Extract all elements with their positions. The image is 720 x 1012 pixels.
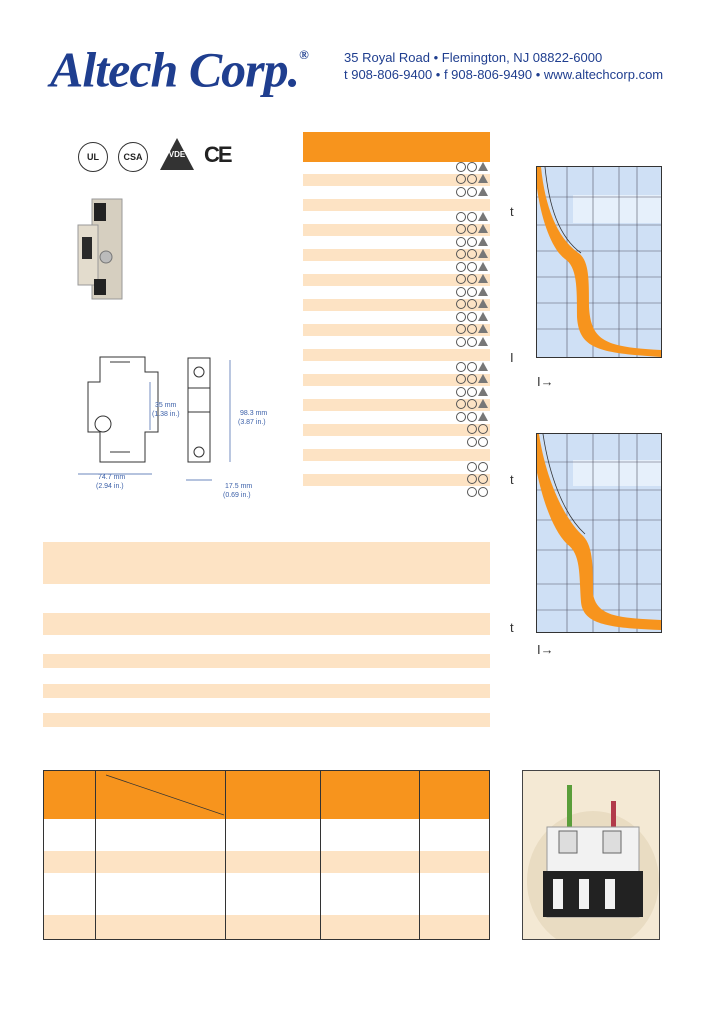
spec-band-5 xyxy=(43,713,490,727)
approval-mark-icon xyxy=(478,187,488,196)
approval-mark-icon xyxy=(467,224,477,234)
breaker-photo xyxy=(70,195,130,305)
approvals-row xyxy=(303,262,490,274)
approval-mark-icon xyxy=(467,337,477,347)
approval-mark-icon xyxy=(478,474,488,484)
approval-mark-icon xyxy=(456,337,466,347)
approval-mark-icon xyxy=(456,374,466,384)
approval-mark-icon xyxy=(478,174,488,183)
approval-mark-icon xyxy=(478,262,488,271)
approval-mark-icon xyxy=(478,387,488,396)
approval-mark-icon xyxy=(456,274,466,284)
approval-mark-icon xyxy=(467,462,477,472)
approval-mark-icon xyxy=(456,174,466,184)
approval-mark-icon xyxy=(467,437,477,447)
approval-mark-icon xyxy=(467,262,477,272)
dim-width: 74.7 mm xyxy=(98,474,126,481)
approvals-row xyxy=(303,274,490,286)
approval-mark-icon xyxy=(456,162,466,172)
dim-height-full-in: (3.87 in.) xyxy=(238,419,266,426)
approvals-row xyxy=(303,162,490,174)
approval-mark-icon xyxy=(478,324,488,333)
dim-depth-in: (0.69 in.) xyxy=(223,492,251,499)
approval-mark-icon xyxy=(467,399,477,409)
graph1-y-low-label: I xyxy=(510,350,514,365)
approvals-row xyxy=(303,349,490,361)
approvals-row xyxy=(303,424,490,436)
contact-line: t 908-806-9400 • f 908-806-9490 • www.altechcorp.com xyxy=(344,67,664,82)
dim-height-top: 35 mm xyxy=(155,402,177,409)
registered-mark: ® xyxy=(299,47,308,62)
graph2-x-label: I→ xyxy=(537,642,554,657)
approval-mark-icon xyxy=(467,387,477,397)
approval-mark-icon xyxy=(467,487,477,497)
approval-mark-icon xyxy=(478,399,488,408)
approval-mark-icon xyxy=(467,287,477,297)
company-logo xyxy=(50,40,308,98)
approvals-row xyxy=(303,312,490,324)
approval-mark-icon xyxy=(467,162,477,172)
approvals-row xyxy=(303,324,490,336)
approval-mark-icon xyxy=(456,287,466,297)
approval-mark-icon xyxy=(456,324,466,334)
table-row xyxy=(44,881,489,903)
approval-mark-icon xyxy=(478,299,488,308)
approval-mark-icon xyxy=(467,212,477,222)
dim-depth: 17.5 mm xyxy=(225,483,253,490)
approval-mark-icon xyxy=(456,262,466,272)
approval-mark-icon xyxy=(478,374,488,383)
approval-mark-icon xyxy=(478,162,488,171)
spec-band-1 xyxy=(43,542,490,584)
approval-mark-icon xyxy=(456,312,466,322)
approval-mark-icon xyxy=(478,312,488,321)
approvals-row xyxy=(303,387,490,399)
approvals-row xyxy=(303,224,490,236)
graph2-y-low-label: t xyxy=(510,620,514,635)
approval-mark-icon xyxy=(456,187,466,197)
approvals-row xyxy=(303,487,490,499)
approval-mark-icon xyxy=(456,412,466,422)
approvals-row xyxy=(303,462,490,474)
vde-cert-label: VDE xyxy=(168,150,186,159)
approvals-row xyxy=(303,474,490,486)
installation-photo xyxy=(522,770,660,940)
approvals-row xyxy=(303,299,490,311)
approval-mark-icon xyxy=(478,412,488,421)
dim-width-in: (2.94 in.) xyxy=(96,483,124,490)
approvals-row xyxy=(303,187,490,199)
approval-mark-icon xyxy=(478,274,488,283)
approval-mark-icon xyxy=(456,387,466,397)
dim-height-full: 98.3 mm xyxy=(240,410,268,417)
approvals-row xyxy=(303,174,490,186)
approval-mark-icon xyxy=(467,187,477,197)
approvals-row xyxy=(303,212,490,224)
graph1-y-label: t xyxy=(510,204,514,219)
graph1-x-label: I→ xyxy=(537,374,554,389)
approval-mark-icon xyxy=(456,224,466,234)
approval-mark-icon xyxy=(478,337,488,346)
approval-mark-icon xyxy=(467,424,477,434)
approvals-row xyxy=(303,437,490,449)
approvals-row xyxy=(303,449,490,461)
graph2-y-label: t xyxy=(510,472,514,487)
company-name: Altech Corp. xyxy=(50,41,300,98)
trip-curve-graph-2 xyxy=(536,433,662,633)
table-row xyxy=(44,851,489,873)
approval-mark-icon xyxy=(467,374,477,384)
spec-band-2 xyxy=(43,613,490,635)
approval-mark-icon xyxy=(467,412,477,422)
approvals-row xyxy=(303,287,490,299)
approvals-row xyxy=(303,337,490,349)
ul-cert-icon: UL xyxy=(78,142,108,172)
approval-mark-icon xyxy=(478,362,488,371)
approval-mark-icon xyxy=(467,474,477,484)
approval-mark-icon xyxy=(467,249,477,259)
ce-cert-icon: CE xyxy=(204,142,231,167)
table-row xyxy=(44,819,489,841)
approval-mark-icon xyxy=(478,424,488,434)
approval-mark-icon xyxy=(456,212,466,222)
header-diagonal-line xyxy=(96,771,224,819)
approval-mark-icon xyxy=(478,437,488,447)
ordering-table xyxy=(43,770,490,940)
csa-cert-icon: CSA xyxy=(118,142,148,172)
approval-mark-icon xyxy=(478,212,488,221)
spec-band-3 xyxy=(43,654,490,668)
approval-mark-icon xyxy=(456,399,466,409)
approvals-row xyxy=(303,362,490,374)
approval-mark-icon xyxy=(467,312,477,322)
approval-mark-icon xyxy=(456,237,466,247)
approval-mark-icon xyxy=(467,274,477,284)
approval-mark-icon xyxy=(467,299,477,309)
approval-mark-icon xyxy=(467,324,477,334)
approvals-row xyxy=(303,412,490,424)
approval-mark-icon xyxy=(456,362,466,372)
address-line: 35 Royal Road • Flemington, NJ 08822-6000 xyxy=(344,50,603,65)
approval-mark-icon xyxy=(478,462,488,472)
trip-curve-graph-1 xyxy=(536,166,662,358)
approval-mark-icon xyxy=(456,299,466,309)
approval-mark-icon xyxy=(478,287,488,296)
approval-mark-icon xyxy=(456,249,466,259)
approval-mark-icon xyxy=(478,249,488,258)
table-row xyxy=(44,915,489,939)
approval-mark-icon xyxy=(478,487,488,497)
approvals-table-header xyxy=(303,132,490,162)
spec-band-4 xyxy=(43,684,490,698)
approvals-row xyxy=(303,374,490,386)
dim-height-top-in: (1.38 in.) xyxy=(152,411,180,418)
approval-mark-icon xyxy=(467,362,477,372)
approvals-row xyxy=(303,399,490,411)
approval-mark-icon xyxy=(467,174,477,184)
approvals-row xyxy=(303,237,490,249)
approvals-row xyxy=(303,199,490,211)
approvals-row xyxy=(303,249,490,261)
approval-mark-icon xyxy=(478,237,488,246)
approval-mark-icon xyxy=(478,224,488,233)
approval-mark-icon xyxy=(467,237,477,247)
